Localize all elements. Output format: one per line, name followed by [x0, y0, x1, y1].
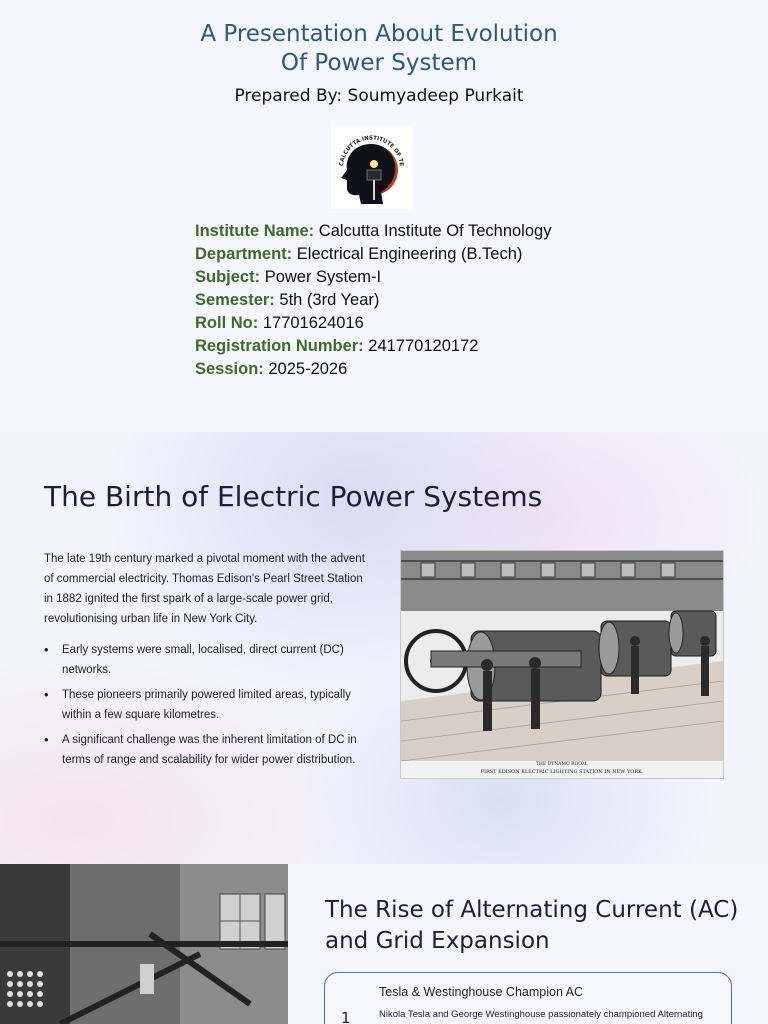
info-row-roll-no: Roll No: 17701624016 — [195, 314, 364, 332]
info-row-subject: Subject: Power System-I — [195, 268, 382, 286]
title-slide — [0, 0, 768, 432]
list-item: • A significant challenge was the inherent limitation of DC in terms of range and scalability for wider power distribution. — [44, 730, 374, 770]
info-row-institute: Institute Name: Calcutta Institute Of Technology — [195, 222, 552, 240]
engraving-subcaption: THE DYNAMO ROOM. — [536, 762, 588, 767]
info-row-registration: Registration Number: 241770120172 — [195, 337, 479, 355]
timeline-card — [324, 972, 732, 1024]
list-item: • These pioneers primarily powered limited areas, typically within a few square kilometres. — [44, 685, 374, 725]
slide-heading: The Birth of Electric Power Systems — [44, 480, 543, 513]
dynamo-room-engraving — [400, 550, 724, 779]
list-item: • Early systems were small, localised, direct current (DC) networks. — [44, 640, 374, 680]
rise-of-ac-slide — [0, 864, 768, 1024]
student-info — [195, 220, 551, 381]
info-row-session: Session: 2025-2026 — [195, 360, 348, 378]
bullet-list — [44, 640, 374, 775]
engraving-caption: FIRST EDISON ELECTRIC LIGHTING STATION IN NEW YORK. — [480, 769, 644, 775]
info-row-semester: Semester: 5th (3rd Year) — [195, 291, 380, 309]
birth-of-power-systems-slide — [0, 432, 768, 864]
card-title: Tesla & Westinghouse Champion AC — [379, 985, 584, 999]
info-row-department: Department: Electrical Engineering (B.Tech) — [195, 245, 523, 263]
intro-paragraph: The late 19th century marked a pivotal moment with the advent of commercial electricity. Thomas Edison's Pearl Street Station in 1882 ignited the first spark of a large-scale power grid, revolutionising urban life in New York City. — [44, 553, 365, 625]
logo-text: CALCUTTA INSTITUTE OF TE — [339, 135, 404, 167]
institute-logo — [331, 126, 412, 209]
slide-heading: The Rise of Alternating Current (AC) and Grid Expansion — [325, 897, 739, 954]
presentation-title: A Presentation About Evolution Of Power System — [200, 21, 558, 76]
card-number: 1 — [341, 1009, 351, 1024]
prepared-by: Prepared By: Soumyadeep Purkait — [234, 86, 524, 106]
card-text: Nikola Tesla and George Westinghouse passionately championed Alternating — [379, 1009, 703, 1020]
historic-station-photo — [0, 864, 288, 1024]
